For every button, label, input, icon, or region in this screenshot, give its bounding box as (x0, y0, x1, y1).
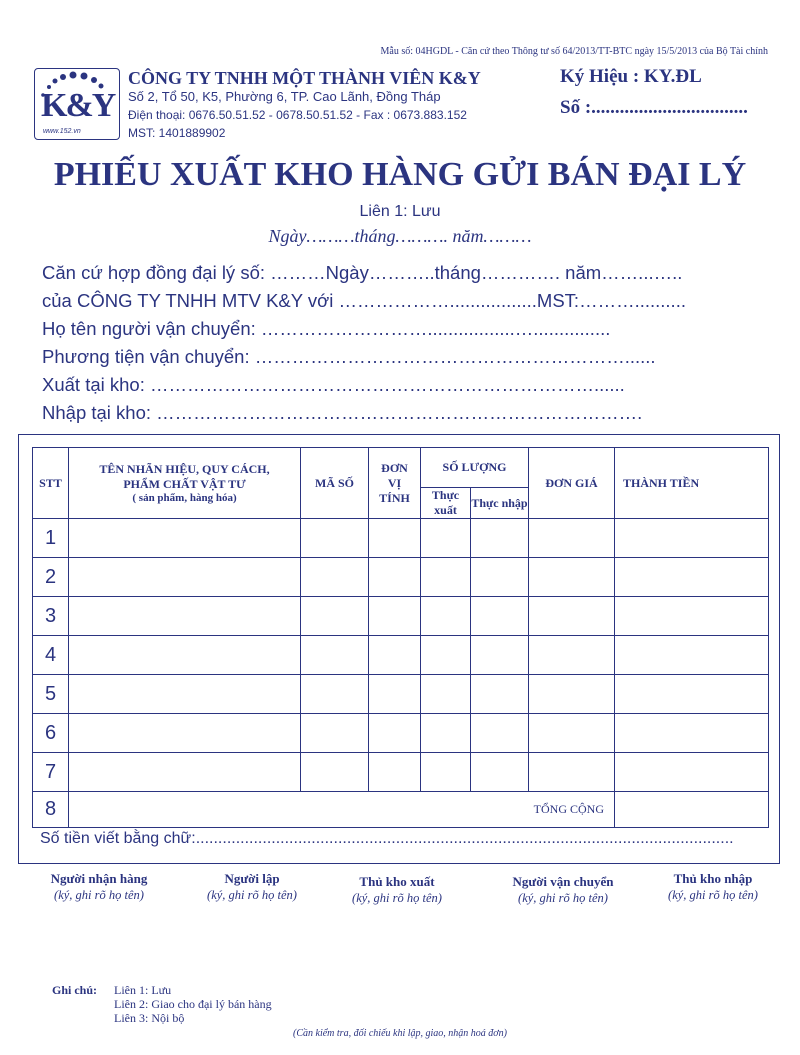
signature-hint-receiver: (ký, ghi rõ họ tên) (54, 888, 144, 902)
field-export-warehouse: Xuất tại kho: ………………………………………………………………...... (42, 374, 625, 395)
cell-price (529, 753, 615, 792)
cell-amount (615, 675, 769, 714)
items-table (32, 447, 769, 828)
cell-qty-in (471, 753, 529, 792)
header-unit-line1: ĐƠN (381, 460, 408, 475)
cell-price (529, 714, 615, 753)
company-tax-code: MST: 1401889902 (128, 126, 226, 140)
cell-amount (615, 519, 769, 558)
cell-unit (369, 558, 421, 597)
header-price: ĐƠN GIÁ (529, 448, 615, 519)
page-title: PHIẾU XUẤT KHO HÀNG GỬI BÁN ĐẠI LÝ (53, 156, 747, 193)
cell-item-name (69, 714, 301, 753)
cell-unit (369, 597, 421, 636)
cell-code (301, 675, 369, 714)
signature-hint-export-keeper: (ký, ghi rõ họ tên) (352, 891, 442, 905)
header-code: MÃ SỐ (301, 448, 369, 519)
logo-text: K&Y (41, 87, 115, 124)
cell-qty-in (471, 558, 529, 597)
cell-amount (615, 597, 769, 636)
table-row (33, 636, 769, 675)
cell-unit (369, 753, 421, 792)
header-unit-line3: TÍNH (379, 490, 410, 505)
note-item: Liên 2: Giao cho đại lý bán hàng (114, 997, 272, 1011)
header-item-name-line1: TÊN NHÃN HIỆU, QUY CÁCH, (99, 462, 270, 476)
cell-qty-in (471, 675, 529, 714)
signature-title-import-keeper: Thủ kho nhập (673, 871, 753, 886)
cell-qty-out (421, 636, 471, 675)
amount-in-words: Số tiền viết bằng chữ:......................................................................................................................... (40, 830, 734, 847)
table-row (33, 597, 769, 636)
cell-item-name (69, 675, 301, 714)
signature-title-receiver: Người nhận hàng (50, 871, 148, 886)
company-logo (34, 68, 120, 140)
date-line: Ngày………tháng………. năm……… (268, 226, 532, 246)
header-unit-line2: VỊ (387, 475, 402, 490)
row-number: 2 (33, 558, 69, 597)
cell-code (301, 597, 369, 636)
cell-code (301, 714, 369, 753)
symbol-label: Ký Hiệu : KY.ĐL (560, 66, 702, 87)
table-row (33, 714, 769, 753)
table-row (33, 753, 769, 792)
cell-amount (615, 753, 769, 792)
field-import-warehouse: Nhập tại kho: ……………………………………………………………………. (42, 402, 643, 423)
signature-title-export-keeper: Thủ kho xuất (359, 874, 435, 889)
signature-title-preparer: Người lập (224, 871, 280, 886)
cell-unit (369, 519, 421, 558)
row-number: 6 (33, 714, 69, 753)
cell-price (529, 597, 615, 636)
cell-code (301, 636, 369, 675)
cell-amount (615, 714, 769, 753)
notes-label: Ghi chú: (52, 983, 98, 997)
signature-hint-import-keeper: (ký, ghi rõ họ tên) (668, 888, 758, 902)
row-number: 7 (33, 753, 69, 792)
company-phone: Điện thoại: 0676.50.51.52 - 0678.50.51.52 - Fax : 0673.883.152 (128, 108, 467, 122)
row-number: 1 (33, 519, 69, 558)
cell-item-name (69, 558, 301, 597)
header-item-name-line2: PHẨM CHẤT VẬT TƯ (123, 477, 246, 491)
cell-qty-out (421, 675, 471, 714)
total-row (33, 792, 769, 828)
row-number: 3 (33, 597, 69, 636)
cell-qty-out (421, 519, 471, 558)
cell-amount (615, 558, 769, 597)
row-number: 5 (33, 675, 69, 714)
cell-unit (369, 675, 421, 714)
invoice-number: Số :................................. (560, 97, 748, 118)
signature-hint-carrier: (ký, ghi rõ họ tên) (518, 891, 608, 905)
cell-qty-out (421, 714, 471, 753)
cell-code (301, 558, 369, 597)
cell-price (529, 558, 615, 597)
check-note: (Cần kiểm tra, đối chiếu khi lập, giao, nhận hoá đơn) (293, 1028, 507, 1039)
note-item: Liên 3: Nội bộ (114, 1011, 185, 1025)
company-name: CÔNG TY TNHH MỘT THÀNH VIÊN K&Y (128, 68, 481, 88)
cell-amount (615, 636, 769, 675)
cell-price (529, 675, 615, 714)
field-contract: Căn cứ hợp đồng đại lý số: ………Ngày………..tháng…………. năm……...….. (42, 262, 683, 283)
table-row (33, 558, 769, 597)
header-stt: STT (33, 448, 69, 519)
header-item-name-line3: ( sản phẩm, hàng hóa) (132, 492, 237, 504)
header-item-name (69, 448, 301, 519)
total-label: TỔNG CỘNG (69, 792, 615, 828)
cell-item-name (69, 519, 301, 558)
table-row (33, 675, 769, 714)
field-carrier-name: Họ tên người vận chuyển: ……………………….................…............... (42, 318, 611, 339)
header-amount: THÀNH TIỀN (615, 448, 769, 519)
logo-url: www.152.vn (43, 128, 81, 135)
note-item: Liên 1: Lưu (114, 983, 172, 997)
cell-qty-in (471, 519, 529, 558)
cell-qty-out (421, 753, 471, 792)
cell-unit (369, 636, 421, 675)
cell-qty-in (471, 597, 529, 636)
cell-price (529, 519, 615, 558)
cell-qty-out (421, 597, 471, 636)
signature-hint-preparer: (ký, ghi rõ họ tên) (207, 888, 297, 902)
form-number: Mẫu số: 04HGDL - Căn cứ theo Thông tư số 64/2013/TT-BTC ngày 15/5/2013 của Bộ Tài chính (380, 46, 768, 57)
row-number: 4 (33, 636, 69, 675)
cell-item-name (69, 753, 301, 792)
cell-qty-in (471, 714, 529, 753)
header-qty-actual-out: Thực xuất (421, 488, 471, 519)
field-transport: Phương tiện vận chuyển: ……………………………………………………...... (42, 346, 656, 367)
cell-code (301, 519, 369, 558)
company-address: Số 2, Tổ 50, K5, Phường 6, TP. Cao Lãnh, Đồng Tháp (128, 89, 441, 104)
header-quantity: SỐ LƯỢNG (421, 448, 529, 488)
cell-qty-out (421, 558, 471, 597)
copy-label: Liên 1: Lưu (359, 203, 441, 220)
signature-title-carrier: Người vận chuyển (512, 874, 614, 889)
cell-item-name (69, 636, 301, 675)
cell-qty-in (471, 636, 529, 675)
table-row (33, 519, 769, 558)
header-unit (369, 448, 421, 519)
total-amount (615, 792, 769, 828)
row-number: 8 (33, 792, 69, 828)
cell-unit (369, 714, 421, 753)
cell-code (301, 753, 369, 792)
header-qty-actual-in: Thực nhập (471, 488, 529, 519)
field-company: của CÔNG TY TNHH MTV K&Y với ……………….................MST:……….......... (42, 290, 686, 311)
cell-price (529, 636, 615, 675)
cell-item-name (69, 597, 301, 636)
